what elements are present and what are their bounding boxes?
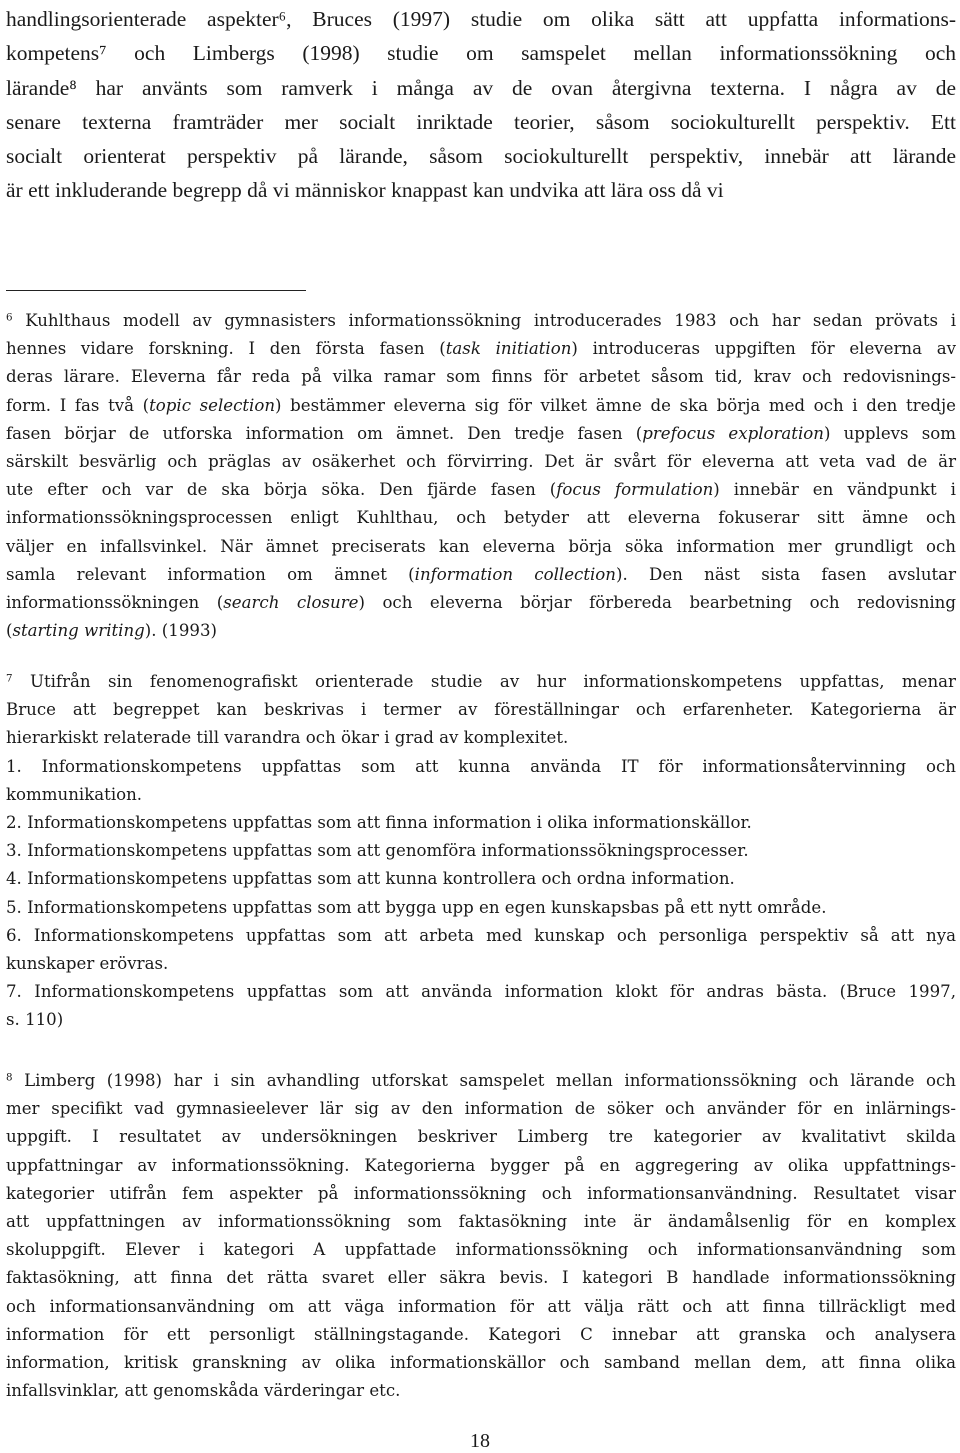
footnote-line [6,561,956,589]
footnote-text: faktasökning, att finna det rätta svaret eller säkra bevis. I kategori B handlade informationssökning [6,1268,956,1288]
italic-term: starting writing [12,621,145,641]
footnote-line [6,1208,956,1236]
footnote-line [6,363,956,391]
footnote-line [6,894,956,922]
footnote-marker: 6 [6,311,13,324]
footnote-text: 1. Informationskompetens uppfattas som att kunna använda IT för informationsåtervinning och [6,756,956,776]
footnote-marker: 7 [6,672,13,685]
footnote-text: informationssökningsprocessen enligt Kuhlthau, och betyder att eleverna fokuserar sitt ämne och [6,508,956,528]
footnote-text: att uppfattningen av informationssökning som faktasökning inte är ändamålsenlig för en komplex [6,1212,956,1232]
footnote-text: information för ett personligt ställningstagande. Kategori C innebar att granska och analysera [6,1324,956,1344]
footnote-text: kommunikation. [6,784,143,804]
footnote-line [6,1067,956,1095]
footnote-line [6,809,956,837]
footnote-text: Bruce att begreppet kan beskrivas i termer av föreställningar och erfarenheter. Kategorierna är [6,700,956,720]
footnote-text: skoluppgift. Elever i kategori A uppfattade informationssökning och informationsanvändning som [6,1240,956,1260]
footnote-line [6,922,956,950]
body-line: senare texterna framträder mer socialt inriktade teorier, såsom sociokulturellt perspektiv. Ett [6,109,956,134]
footnote-text: Utifrån sin fenomenografiskt orienterade studie av hur informationskompetens uppfattas, menar [29,672,956,691]
footnote-line [6,781,956,809]
footnote-text: ). (1993) [144,621,217,641]
footnote-text: kunskaper erövras. [6,954,169,974]
footnote-text: mer specifikt vad gymnasieelever lär sig av den information de söker och använder för en inlärnings- [6,1099,956,1119]
footnote-text: 4. Informationskompetens uppfattas som att kunna kontrollera och ordna information. [6,869,735,889]
footnote-line [6,1095,956,1123]
italic-term: task initiation [445,339,572,359]
footnote-line [6,476,956,504]
footnote-line [6,724,956,752]
body-line: lärande⁸ har använts som ramverk i många av de ovan återgivna texterna. I några av de [6,75,956,100]
footnote-text: ) upplevs som [823,423,956,443]
footnote-line [6,865,956,893]
footnote-text: deras lärare. Eleverna får reda på vilka ramar som finns för arbetet såsom tid, krav och redovisnings- [6,367,956,387]
footnote-text: fasen börjar de utforska information om ämnet. Den tredje fasen ( [6,423,643,443]
footnote-text: ) introduceras uppgiften för eleverna av [571,339,956,359]
footnote-line [6,589,956,617]
footnote-line [6,335,956,363]
footnote-text: ). Den näst sista fasen avslutar [615,564,957,584]
footnote-line [6,696,956,724]
footnote-text: 6. Informationskompetens uppfattas som att arbeta med kunskap och personliga perspektiv så att nya [6,925,956,945]
body-line: är ett inkluderande begrepp då vi människor knappast kan undvika att lära oss då vi [6,178,724,203]
body-line: handlingsorienterade aspekter⁶, Bruces (1997) studie om olika sätt att uppfatta informations- [6,7,956,31]
body-line: socialt orienterat perspektiv på lärande, såsom sociokulturellt perspektiv, innebär att lärande [6,144,956,169]
footnote-line [6,504,956,532]
footnote-line [6,1152,956,1180]
italic-term: information collection [414,564,616,584]
footnote-line [6,1293,956,1321]
footnote-text: kategorier utifrån fem aspekter på informationssökning och informationsanvändning. Resultatet visar [6,1183,956,1203]
body-text [6,2,956,208]
footnote-text: hierarkiskt relaterade till varandra och ökar i grad av komplexitet. [6,728,569,748]
footnote-line [6,307,956,335]
footnote-text: 5. Informationskompetens uppfattas som att bygga upp en egen kunskapsbas på ett nytt område. [6,897,827,917]
footnote-text: informationssökningen ( [6,593,224,613]
footnote-6 [6,307,956,645]
footnote-text: Limberg (1998) har i sin avhandling utforskat samspelet mellan informationssökning och lärande och [24,1071,956,1090]
footnote-text: ) och eleverna börjar förbereda bearbetning och redovisning [358,593,956,613]
footnote-line [6,392,956,420]
footnote-line [6,1006,956,1034]
footnote-line [6,617,956,645]
footnote-text: särskilt besvärlig och präglas av osäkerhet och förvirring. Det är svårt för eleverna att veta vad de är [6,452,956,472]
body-line: kompetens⁷ och Limbergs (1998) studie om samspelet mellan informationssökning och [6,41,956,66]
footnote-line [6,1377,956,1405]
footnote-text: och informationsanvändning om att väga information för att välja rätt och att finna tillräckligt med [6,1296,956,1316]
footnote-text: ute efter och var de ska börja söka. Den fjärde fasen ( [6,480,557,500]
footnote-line [6,1264,956,1292]
page-number: 18 [470,1430,490,1452]
footnote-line [6,533,956,561]
footnote-text: väljer en infallsvinkel. När ämnet preciserats kan eleverna börja söka information mer grundligt och [6,536,956,556]
footnote-8 [6,1067,956,1405]
footnote-marker: 8 [6,1071,13,1084]
footnote-text: Kuhlthaus modell av gymnasisters informationssökning introducerades 1983 och har sedan prövats i [25,311,956,330]
footnote-line [6,668,956,696]
footnote-text: 3. Informationskompetens uppfattas som att genomföra informationssökningsprocesser. [6,841,749,861]
footnote-line [6,950,956,978]
footnote-line [6,753,956,781]
italic-term: prefocus exploration [642,423,824,443]
italic-term: search closure [223,593,359,613]
footnote-line [6,1349,956,1377]
footnote-line [6,1321,956,1349]
italic-term: focus formulation [556,480,714,500]
footnote-text: information, kritisk granskning av olika informationskällor och samband mellan dem, att finna olika [6,1353,956,1373]
footnote-text: ) innebär en vändpunkt i [713,480,956,500]
footnote-text: uppgift. I resultatet av undersökningen beskriver Limberg tre kategorier av kvalitativt skilda [6,1127,956,1147]
footnote-text: 2. Informationskompetens uppfattas som att finna information i olika informationskällor. [6,813,752,833]
footnote-text: s. 110) [6,1010,64,1030]
footnote-line [6,1123,956,1151]
footnote-line [6,837,956,865]
footnote-text: form. I fas två ( [6,395,150,415]
footnote-line [6,978,956,1006]
footnote-line [6,1180,956,1208]
footnote-line [6,1236,956,1264]
footnote-text: infallsvinklar, att genomskåda värderingar etc. [6,1381,401,1401]
footnote-text: hennes vidare forskning. I den första fasen ( [6,339,446,359]
footnote-text: ( [6,621,13,641]
footnote-text: uppfattningar av informationssökning. Kategorierna bygger på en aggregering av olika uppfattnings- [6,1155,956,1175]
footnote-text: samla relevant information om ämnet ( [6,564,415,584]
italic-term: topic selection [149,395,276,415]
footnote-text: ) bestämmer eleverna sig för vilket ämne de ska börja med och i den tredje [275,395,956,415]
footnote-7 [6,668,956,1035]
footnote-line [6,420,956,448]
footnote-text: 7. Informationskompetens uppfattas som att använda information klokt för andras bästa. (Bruce 1997, [6,982,956,1002]
footnote-separator [6,290,306,291]
footnote-line [6,448,956,476]
